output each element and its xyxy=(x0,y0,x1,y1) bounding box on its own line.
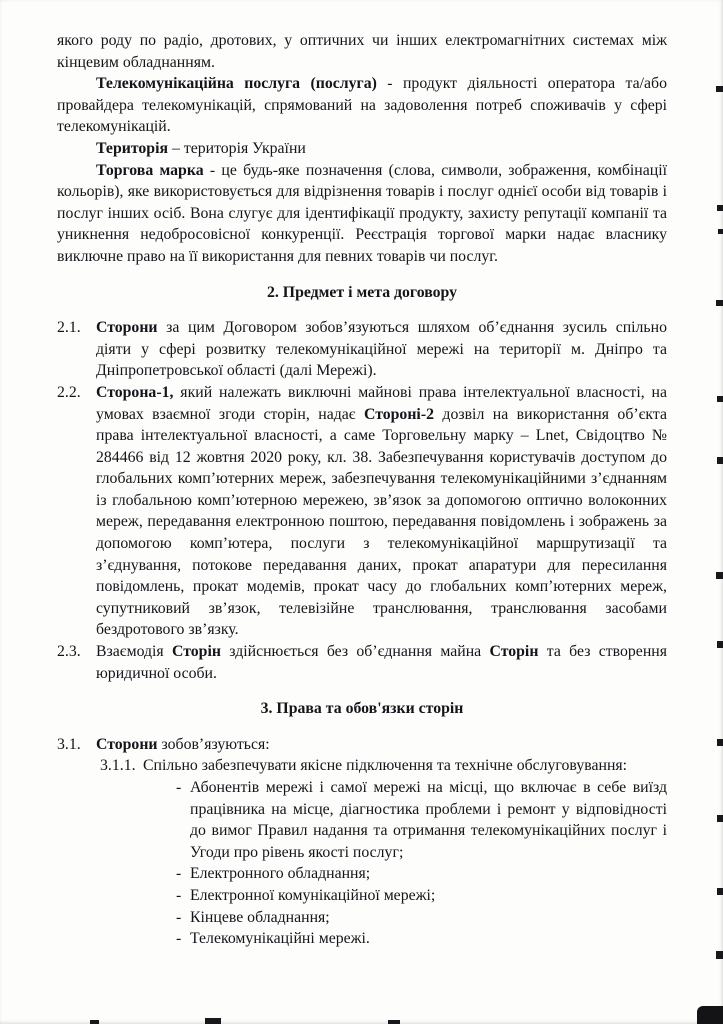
clause-text xyxy=(96,734,667,756)
scan-artifact xyxy=(716,951,723,959)
scan-artifact xyxy=(718,229,723,234)
term-telecom-service: Телекомунікаційна послуга (послуга) xyxy=(96,75,377,93)
clause-text: Спільно забезпечувати якісне підключення та технічне обслуговування: xyxy=(143,757,628,775)
text-run: здійснюється без об’єднання майна xyxy=(220,643,490,661)
clause-number: 3.1. xyxy=(57,735,81,753)
clause-2-2 xyxy=(57,382,667,641)
text-run: зобов’язуються: xyxy=(157,735,270,753)
clause-number: 3.1.1. xyxy=(100,757,136,775)
scan-artifact xyxy=(717,205,723,211)
scan-artifact xyxy=(90,1020,99,1024)
list-item xyxy=(57,885,667,907)
section-2-heading: 2. Предмет і мета договору xyxy=(266,283,458,301)
list-item xyxy=(57,928,667,950)
definition-trademark xyxy=(57,160,667,268)
term-trademark: Торгова марка xyxy=(96,161,204,179)
list-item xyxy=(57,777,667,863)
scan-artifact xyxy=(717,457,723,464)
scan-artifact xyxy=(717,739,723,746)
term-bold: Сторін xyxy=(489,643,539,661)
list-item-text: Електронного обладнання; xyxy=(190,865,371,883)
clause-2-1 xyxy=(57,317,667,382)
list-item-text: Кінцеве обладнання; xyxy=(190,908,330,926)
scan-artifact-corner xyxy=(697,1006,723,1024)
dash-bullet-marker: - xyxy=(176,865,182,883)
clause-number: 2.3. xyxy=(57,643,81,661)
section-3-heading: 3. Права та обов'язки сторін xyxy=(260,700,464,718)
scan-artifact xyxy=(717,641,723,648)
list-item-text: Абонентів мережі і самої мережі на місці, що включає в себе виїзд працівника на місце, діагностика проблеми і ремонт у відповідності до вимог Правил надання та отримання телекомунікаційних послуг і Угоди про рівень якості послуг; xyxy=(190,779,667,861)
list-item-text: Електронної комунікаційної мережі; xyxy=(190,886,436,904)
term-territory: Територія xyxy=(96,139,169,157)
clause-text xyxy=(96,382,667,641)
text-run: - це будь-яке позначення (слова, символи, зображення, комбінації кольорів), яке використовується для відрізнення товарів і послуг однієї особи від товарів і послуг інших осіб. Вона слугує для ідентифікації продукту, захисту репутації компанії та уникнення недобросовісної конкуренції. Реєстрація торгової марки надає власнику виключне право на її використання для певних товарів чи послуг. xyxy=(57,161,667,265)
clause-3-1-1 xyxy=(57,755,667,777)
text-run: Взаємодія xyxy=(96,643,173,661)
dash-bullet-marker: - xyxy=(176,930,182,948)
clause-text xyxy=(96,641,667,684)
list-item-text: Телекомунікаційні мережі. xyxy=(190,930,370,948)
text-run: дозвіл на використання об’єкта права інтелектуальної власності, а саме Торговельну марку – Lnet, Свідоцтво № 284466 від 12 жовтня 2020 року, кл. 38. Забезпечування користувачів доступом до глобальних комп’ютерних мереж, забезпечування телекомунікаційними з’єднанням із глобальною комп’ютерною мережею, зв’язок за допомогою оптично волоконних мереж, передавання електронною поштою, передавання повідомлень і зображень за допомогою комп’ютера, послуги з телекомунікаційної маршрутизації та з’єднування, потокове передавання даних, прокат апаратури для пересилання повідомлень, прокат модемів, прокат часу до глобальних комп’ютерних мереж, супутниковий зв’язок, телевізійне транслювання, транслювання засобами бездротового зв’язку. xyxy=(96,405,667,639)
clause-number: 2.2. xyxy=(57,383,81,401)
text-run: за цим Договором зобов’язуються шляхом об’єднання зусиль спільно діяти у сфері розвитку телекомунікаційної мережі на території м. Дніпро та Дніпропетровської області (далі Мережі). xyxy=(96,319,667,380)
scan-artifact xyxy=(717,815,723,822)
scan-artifact xyxy=(717,888,723,895)
dash-bullet-marker: - xyxy=(176,908,182,926)
term-bold: Сторона-1, xyxy=(96,383,174,401)
text-run: - продукт діяльності оператора та/або провайдера телекомунікацій, спрямований на задоволення потреб споживачів у сфері телекомунікацій. xyxy=(57,75,667,136)
text-run: – територія України xyxy=(168,139,306,157)
scan-artifact xyxy=(205,1018,221,1024)
clause-number: 2.1. xyxy=(57,319,81,337)
text-run: який належать виключні майнові права інтелектуальної власності, на умовах взаємної згоди сторін, надає xyxy=(96,383,667,423)
scan-artifact xyxy=(716,300,723,306)
term-bold: Стороні-2 xyxy=(364,405,434,423)
dash-bullet-marker: - xyxy=(176,886,182,904)
dash-bullet-marker: - xyxy=(176,779,182,796)
document-content xyxy=(57,30,667,950)
definition-telecom-service xyxy=(57,73,667,138)
list-item xyxy=(57,863,667,885)
scan-artifact xyxy=(388,1020,400,1024)
scan-artifact xyxy=(717,396,723,402)
paragraph-continuation xyxy=(57,30,667,73)
term-bold: Сторін xyxy=(172,643,221,661)
term-bold: Сторони xyxy=(96,319,158,337)
term-bold: Сторони xyxy=(96,735,158,753)
scan-artifact xyxy=(716,86,723,92)
clause-text xyxy=(96,317,667,382)
text-run: та без створення юридичної особи. xyxy=(96,643,667,682)
clause-3-1 xyxy=(57,734,667,756)
text-run: якого роду по радіо, дротових, у оптичних чи інших електромагнітних системах між кінцевим обладнанням. xyxy=(57,32,667,71)
scan-artifact xyxy=(716,572,723,579)
clause-2-3 xyxy=(57,641,667,684)
list-item xyxy=(57,907,667,929)
definition-territory xyxy=(57,138,667,160)
